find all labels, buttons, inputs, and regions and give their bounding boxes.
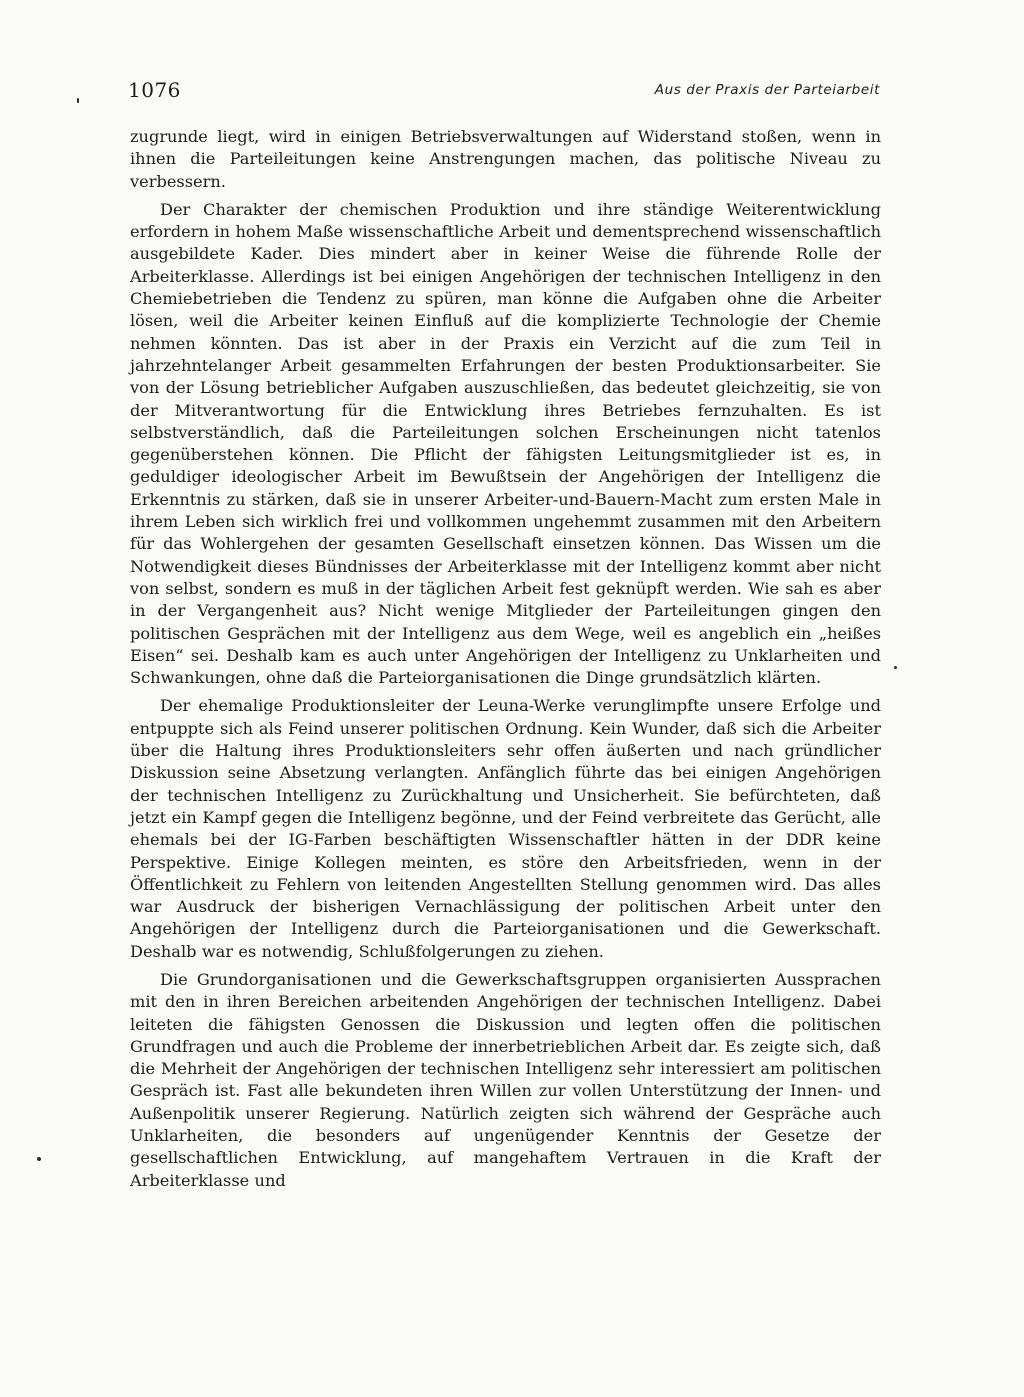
scan-speck-top-left (77, 98, 79, 103)
scan-speck-left-margin (37, 1157, 41, 1161)
scan-speck-right-margin (894, 666, 897, 669)
paragraph-3: Der ehemalige Produktionsleiter der Leuna-Werke verunglimpfte unsere Erfolge und entpuppte sich als Feind unserer politischen Ordnung. Kein Wunder, daß sich die Arbeiter über die Haltung ihres Produktionsleiters sehr offen äußerten und nach gründlicher Diskussion seine Absetzung verlangten. Anfänglich führte das bei einigen Angehörigen der technischen Intelligenz zu Zurückhaltung und Unsicherheit. Sie befürchteten, daß jetzt ein Kampf gegen die Intelligenz begönne, und der Feind verbreitete das Gerücht, alle ehemals bei der IG-Farben beschäftigten Wissenschaftler hätten in der DDR keine Perspektive. Einige Kollegen meinten, es störe den Arbeitsfrieden, wenn in der Öffentlichkeit zu Fehlern von leitenden Angestellten Stellung genommen wird. Das alles war Ausdruck der bisherigen Vernachlässigung der politischen Arbeit unter den Angehörigen der Intelligenz durch die Parteiorganisationen und die Gewerkschaft. Deshalb war es notwendig, Schlußfolgerungen zu ziehen. (130, 696, 881, 961)
paragraph-2: Der Charakter der chemischen Produktion und ihre ständige Weiterentwicklung erfordern in hohem Maße wissenschaftliche Arbeit und dementsprechend wissenschaftlich ausgebildete Kader. Dies mindert aber in keiner Weise die führende Rolle der Arbeiterklasse. Allerdings ist bei einigen Angehörigen der technischen Intelligenz in den Chemiebetrieben die Tendenz zu spüren, man könne die Aufgaben ohne die Arbeiter lösen, weil die Arbeiter keinen Einfluß auf die komplizierte Technologie der Chemie nehmen könnten. Das ist aber in der Praxis ein Verzicht auf die zum Teil in jahrzehntelanger Arbeit gesammelten Erfahrungen der besten Produktionsarbeiter. Sie von der Lösung betrieblicher Aufgaben auszuschließen, das bedeutet gleichzeitig, sie von der Mitverantwortung für die Entwicklung ihres Betriebes fernzuhalten. Es ist selbstverständlich, daß die Parteileitungen solchen Erscheinungen nicht tatenlos gegenüberstehen können. Die Pflicht der fähigsten Leitungsmitglieder ist es, in geduldiger ideologischer Arbeit im Bewußtsein der Angehörigen der Intelligenz die Erkenntnis zu stärken, daß sie in unserer Arbeiter-und-Bauern-Macht zum ersten Male in ihrem Leben sich wirklich frei und vollkommen ungehemmt zusammen mit den Arbeitern für das Wohlergehen der gesamten Gesellschaft einsetzen können. Das Wissen um die Notwendigkeit dieses Bündnisses der Arbeiterklasse mit der Intelligenz kommt aber nicht von selbst, sondern es muß in der täglichen Arbeit fest geknüpft werden. Wie sah es aber in der Vergangenheit aus? Nicht wenige Mitglieder der Parteileitungen gingen den politischen Gesprächen mit der Intelligenz aus dem Wege, weil es angeblich ein „heißes Eisen“ sei. Deshalb kam es auch unter Angehörigen der Intelligenz zu Unklarheiten und Schwankungen, ohne daß die Parteiorganisationen die Dinge grundsätzlich klärten. (130, 199, 881, 688)
paragraph-1: zugrunde liegt, wird in einigen Betriebsverwaltungen auf Widerstand stoßen, wenn in ihnen die Parteileitungen keine Anstrengungen machen, das politische Niveau zu verbessern. (130, 127, 881, 191)
paragraph-4: Die Grundorganisationen und die Gewerkschaftsgruppen organisierten Aussprachen mit den in ihren Bereichen arbeitenden Angehörigen der technischen Intelligenz. Dabei leiteten die fähigsten Genossen die Diskussion und legten offen die politischen Grundfragen und auch die Probleme der innerbetrieblichen Arbeit dar. Es zeigte sich, daß die Mehrheit der Angehörigen der technischen Intelligenz sehr interessiert am politischen Gespräch ist. Fast alle bekundeten ihren Willen zur vollen Unterstützung der Innen- und Außenpolitik unserer Regierung. Natürlich zeigten sich während der Gespräche auch Unklarheiten, die besonders auf ungenügender Kenntnis der Gesetze der gesellschaftlichen Entwicklung, auf mangehaftem Vertrauen in die Kraft der Arbeiterklasse und (130, 969, 881, 1190)
running-head: Aus der Praxis der Parteiarbeit (654, 82, 880, 98)
page-number: 1076 (128, 78, 181, 102)
body-text (130, 126, 881, 1192)
